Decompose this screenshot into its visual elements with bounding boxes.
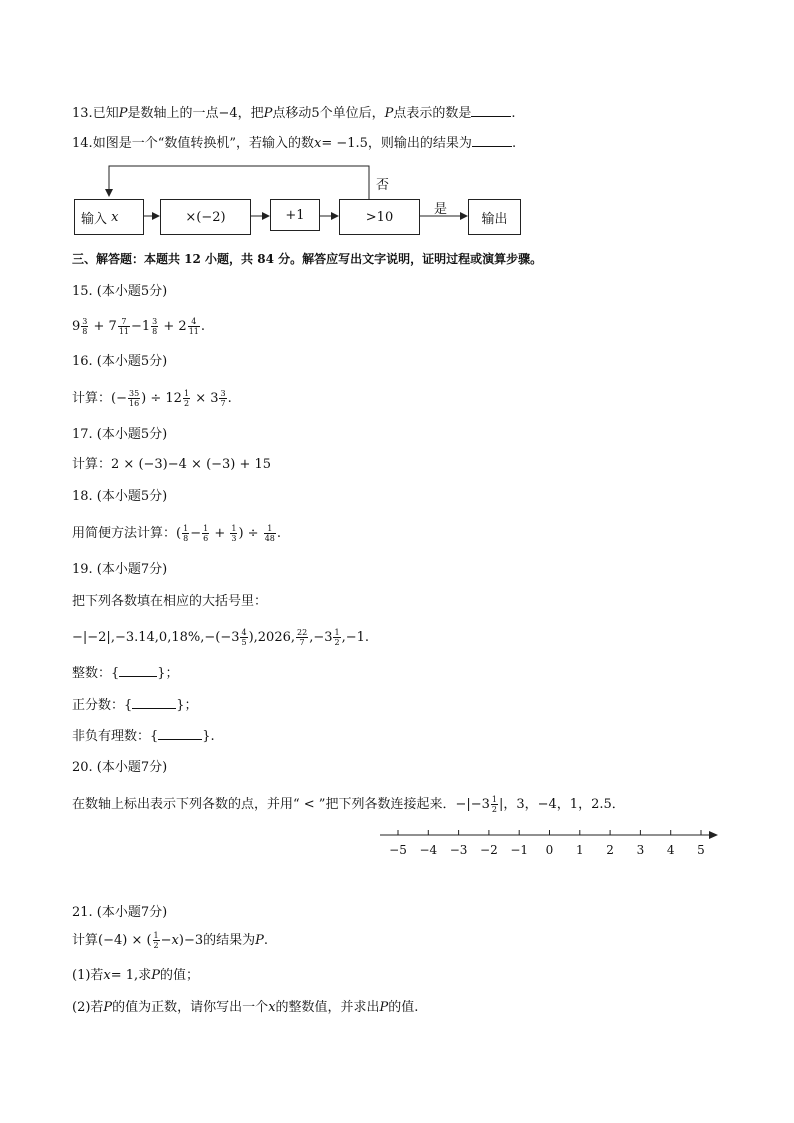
question-18-expression: 用简便方法计算：( $\frac{1}{8}$ − $\frac{1}{6}$ + $\frac{1}{3}$ ) ÷ $\frac{1}{48}$ . [72,524,282,543]
number-line-tick-label: 2 [606,843,614,857]
yes-label: 是 [434,202,448,217]
section-3-heading: 三、解答题：本题共 12 小题，共 84 分。解答应写出文字说明，证明过程或演算步骤。 [72,252,543,266]
multiply-box: ×(−2) [160,199,251,235]
compare-box: >10 [339,199,420,235]
question-19-instruction: 把下列各数填在相应的大括号里： [72,594,268,609]
question-15-heading: 15. (本小题5分) [72,284,168,299]
question-15-expression: 9 $\frac{3}{8}$ + 7 $\frac{7}{11}$ −1 $\frac{3}{8}$ + 2 $\frac{4}{11}$ . [72,317,206,336]
number-line-tick-label: −2 [480,843,498,857]
question-20-heading: 20. (本小题7分) [72,760,168,775]
nonnegative-rationals-category: 非负有理数：{ }. [72,729,215,744]
input-box: 输入 x [74,199,144,235]
question-16-heading: 16. (本小题5分) [72,354,168,369]
question-21-heading: 21. (本小题7分) [72,905,168,920]
question-19-heading: 19. (本小题7分) [72,562,168,577]
number-line-tick-label: 0 [545,843,554,857]
question-17-heading: 17. (本小题5分) [72,427,168,442]
number-line-tick-label: 5 [697,843,705,857]
question-21-text: 计算(−4) × ( $\frac{1}{2}$ −x)−3的结果为P. [72,931,269,950]
number-line-tick-label: 1 [575,843,584,857]
positive-fractions-category: 正分数：{ }； [72,698,198,713]
number-line-tick-label: −3 [449,843,468,857]
number-line-tick-label: 4 [666,843,675,857]
question-21-part-1: (1)若x= 1,求P的值； [72,968,199,983]
output-box: 输出 [468,199,521,235]
question-19-number-list: −|−2|,−3.14,0,18%,−(−3 $\frac{4}{5}$ ),2026, $\frac{22}{7}$ ,−3 $\frac{1}{2}$ ,−1. [72,628,370,647]
question-14: 14.如图是一个“数值转换机”，若输入的数x= −1.5，则输出的结果为 . [72,136,517,151]
question-20-text: 在数轴上标出表示下列各数的点，并用“ < ”把下列各数连接起来．−|−3 $\frac{1}{2}$ |，3，−4，1，2.5． [72,795,625,814]
integers-category: 整数：{ }； [72,666,179,681]
question-21-part-2: (2)若P的值为正数，请你写出一个x的整数值，并求出P的值. [72,1000,419,1015]
question-16-expression: 计算：(− $\frac{35}{16}$ ) ÷ 12 $\frac{1}{2}$ × 3 $\frac{3}{7}$ . [72,389,232,408]
number-line-tick-label: −5 [389,843,407,857]
question-18-heading: 18. (本小题5分) [72,489,168,504]
no-label: 否 [376,178,390,193]
add-box: +1 [270,199,320,231]
question-13: 13.已知P是数轴上的一点−4，把P点移动5个单位后，P点表示的数是 . [72,106,516,121]
number-line-tick-label: −1 [510,843,529,857]
number-line-tick-label: −4 [419,843,438,857]
number-line-tick-label: 3 [636,843,645,857]
question-17-expression: 计算：2 × (−3)−4 × (−3) + 15 [72,457,272,472]
